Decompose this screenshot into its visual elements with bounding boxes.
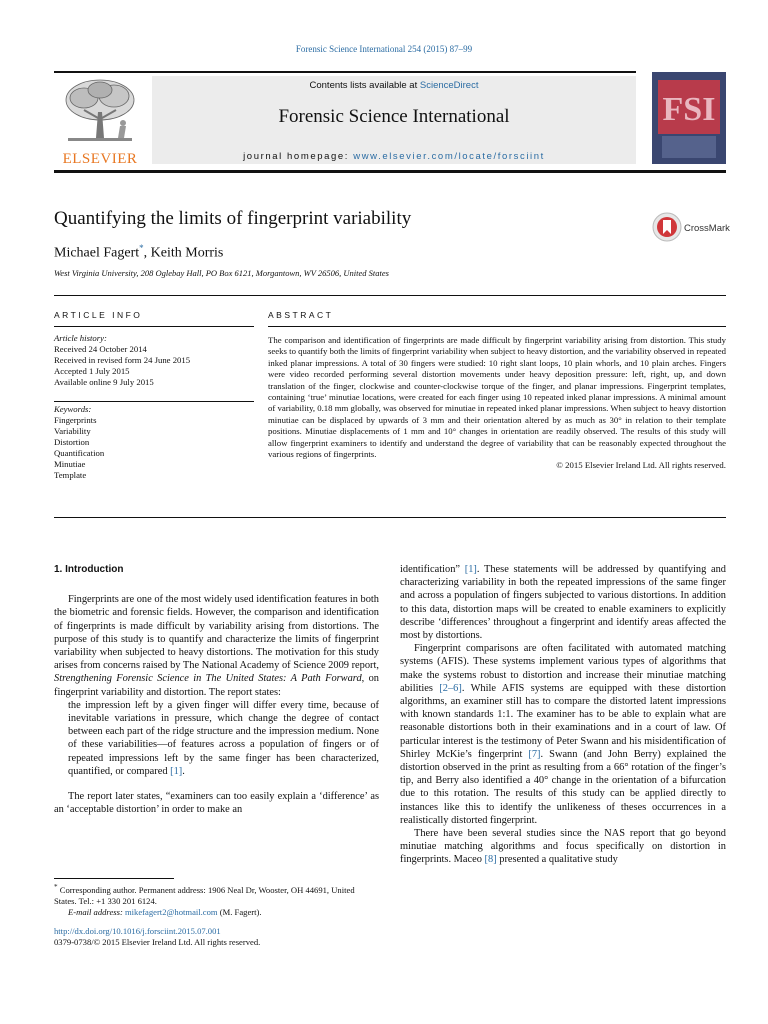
crossmark-icon xyxy=(652,212,682,242)
corresponding-author-note xyxy=(54,882,379,907)
intro-paragraph-4 xyxy=(400,642,726,827)
doi-block xyxy=(54,926,379,948)
author-2: Keith Morris xyxy=(150,245,224,261)
keywords-block xyxy=(54,404,254,481)
abstract-body xyxy=(268,335,726,472)
intro-p1-text: Fingerprints are one of the most widely used identification features in both the biometric and forensic fields. However, the comparison and identification of fingerprints is made difficult by variability arising from distortions. The purpose of this study is to quantify and characterize the limits of fingerprint variability when subjected to heavy distortions. The motivation for this study arises from concerns raised by The National Academy of Science 2009 report, xyxy=(54,594,379,672)
right-p2-tail: . Swann (and John Berry) explained the distortion observed in the print as resulting from a 66° rotation of the finger’s tip, and Berry also identified a 40° change in the orientation of a bifurcation due to this rotation. The results of this study can be applied directly to instances like this to identify the unlikeness of theses occurrences in a realistically distorted fingerprint. xyxy=(400,748,726,826)
abstract-end-rule xyxy=(54,517,726,518)
meta-top-rule xyxy=(54,295,726,296)
footnote-text: Corresponding author. Permanent address: 1906 Neal Dr, Wooster, OH 44691, United States. Tel.: +1 330 201 6124. xyxy=(54,884,355,906)
author-separator: , xyxy=(143,245,151,261)
article-info-rule xyxy=(54,326,254,327)
section-heading-introduction: 1. Introduction xyxy=(54,564,124,575)
right-p2-mid: . While AFIS systems are equipped with these distortion algorithms, an examiner still has to compare the distorted latent impressions with known standards 1:1. The examiner has to be able to explain what are reasonable distortions both in their examinations and in a court of law. Of particular interest is the testimony of Peter Swann and his misidentification of Shirley McKie’s fingerprint xyxy=(400,682,726,760)
body-column-left xyxy=(54,563,379,816)
citation-ref-1[interactable]: [1] xyxy=(170,765,183,777)
crossmark-badge[interactable] xyxy=(652,212,742,246)
abstract-heading: ABSTRACT xyxy=(268,310,334,320)
author-1: Michael Fagert xyxy=(54,245,140,261)
intro-paragraph-1 xyxy=(54,593,379,699)
history-accepted: Accepted 1 July 2015 xyxy=(54,366,130,376)
crossmark-label: CrossMark xyxy=(684,223,730,234)
history-received: Received 24 October 2014 xyxy=(54,344,147,354)
author-list xyxy=(54,243,223,262)
email-label: E-mail address: xyxy=(68,906,125,917)
intro-paragraph-5 xyxy=(400,827,726,867)
sciencedirect-link[interactable]: ScienceDirect xyxy=(419,80,479,91)
right-p2-text: Fingerprint comparisons are often facilitated with automated matching systems (AFIS). These systems implement various types of algorithms that make the systems robust to distortion and increase their minutiae matching abilities xyxy=(400,643,726,694)
keyword-item: Fingerprints xyxy=(54,415,97,425)
intro-paragraph-3 xyxy=(400,563,726,642)
journal-cover-thumbnail[interactable] xyxy=(652,72,726,164)
journal-citation-link[interactable]: Forensic Science International 254 (2015) 87–99 xyxy=(295,44,473,54)
elsevier-tree-icon xyxy=(54,76,146,148)
intro-paragraph-2: The report later states, “examiners can too easily explain a ‘difference’ as an ‘acceptable distortion’ in order to make an xyxy=(54,791,379,816)
citation-ref-2-6[interactable]: [2–6] xyxy=(439,682,462,694)
keyword-item: Variability xyxy=(54,426,91,436)
keywords-rule xyxy=(54,401,254,402)
abstract-rule xyxy=(268,326,726,327)
footnote-block xyxy=(54,882,379,918)
right-p1-tail: . These statements will be addressed by quantifying and characterizing variability in both the repeated impressions of the same finger and across a population of fingers subjected to various distortions. In addition to this data, distortion maps will be created to enable examiners to explicitly describe ‘differences’ throughout a fingerprint and identify areas affected the most by distortions. xyxy=(400,564,727,642)
email-link[interactable]: mikefagert2@hotmail.com xyxy=(124,906,218,917)
article-title: Quantifying the limits of fingerprint variability xyxy=(54,208,412,229)
article-history xyxy=(54,333,254,388)
issn-line: 0379-0738/© 2015 Elsevier Ireland Ltd. All rights reserved. xyxy=(54,937,261,947)
right-p3-tail: presented a qualitative study xyxy=(496,854,618,866)
corresponding-author-mark[interactable]: * xyxy=(139,243,144,253)
body-column-right xyxy=(400,563,726,867)
contents-prefix: Contents lists available at xyxy=(309,80,420,91)
keyword-item: Template xyxy=(54,470,87,480)
intro-p1-tail: , on fingerprint variability and distortion. The report states: xyxy=(54,673,380,698)
nas-report-title: Strengthening Forensic Science in The United States: A Path Forward xyxy=(54,673,362,685)
email-suffix: (M. Fagert). xyxy=(217,906,262,917)
footnote-rule xyxy=(54,878,174,879)
history-revised: Received in revised form 24 June 2015 xyxy=(54,355,191,365)
author-affiliation: West Virginia University, 208 Oglebay Hall, PO Box 6121, Morgantown, WV 26506, United States xyxy=(54,268,389,278)
footnote-mark: * xyxy=(54,883,58,891)
journal-cover-icon xyxy=(652,72,726,164)
quote-text: the impression left by a given finger will differ every time, because of inevitable variations in pressure, which change the degree of contact between each part of the ridge structure and the impression medium. None of these variabilities—of features across a population of fingers or of repeated impressions left by the same finger has been characterized, quantified, or compared xyxy=(68,699,379,777)
elsevier-wordmark: ELSEVIER xyxy=(62,151,138,167)
quote-end: . xyxy=(182,765,185,777)
abstract-copyright: © 2015 Elsevier Ireland Ltd. All rights reserved. xyxy=(556,460,726,471)
abstract-paragraph: The comparison and identification of fingerprints are made difficult by fingerprint variability arising from distortion. This study seeks to quantify both the limits of fingerprint variability when subject to heavy distortion, and the variability observed in repeated inked planar impressions. A total of 30 fingers were studied: 10 right slant loops, 10 plain whorls, and 10 plain arches. Fingers were video recorded performing several distortion movements under heavy deposition pressure: left, right, up, and down translation of the finger, clockwise and counter-clockwise torque of the finger, and planar impressions. Fingerprint templates, containing ‘true’ minutiae locations, were created for each finger using 10 repeated inked planar impressions. A minimal amount of variability, 0.18 mm globally, was observed for minutiae in repeated inked planar impressions. When subject to heavy distortion minutiae can be displaced by upwards of 3 mm and their orientation altered by as much as 30° in relation to their template positions. Minutiae displacements of 1 mm and 10° changes in orientation are readily observed. The results of this study will allow fingerprint examiners to identify and understand the degree of variability that can be reasonably expected throughout the various regions of fingerprints. xyxy=(268,335,726,460)
keywords-label: Keywords: xyxy=(54,404,92,414)
citation-ref-7[interactable]: [7] xyxy=(528,748,541,760)
citation-ref-8[interactable]: [8] xyxy=(484,854,497,866)
report-quote xyxy=(68,699,379,778)
header-bottom-rule xyxy=(54,170,726,173)
doi-link[interactable]: http://dx.doi.org/10.1016/j.forsciint.2015.07.001 xyxy=(54,926,221,936)
header-top-rule xyxy=(54,71,636,73)
history-online: Available online 9 July 2015 xyxy=(54,377,154,387)
history-label: Article history: xyxy=(54,333,107,343)
elsevier-logo xyxy=(54,76,146,167)
email-line xyxy=(54,907,379,918)
right-p1-text: identification” xyxy=(400,564,465,575)
article-info-heading: ARTICLE INFO xyxy=(54,310,143,320)
citation-ref-1b[interactable]: [1] xyxy=(464,564,477,575)
homepage-prefix: journal homepage: xyxy=(243,151,354,162)
journal-homepage-line xyxy=(152,151,636,162)
contents-line xyxy=(152,80,636,91)
journal-name: Forensic Science International xyxy=(278,106,510,127)
keyword-item: Distortion xyxy=(54,437,90,447)
keyword-item: Minutiae xyxy=(54,459,86,469)
journal-homepage-link[interactable]: www.elsevier.com/locate/forsciint xyxy=(353,151,545,162)
right-p3-text: There have been several studies since the NAS report that go beyond minutiae matching algorithms and focus specifically on distortion in fingerprints. Maceo xyxy=(400,828,726,866)
cover-label: FSI xyxy=(662,91,716,128)
keyword-item: Quantification xyxy=(54,448,105,458)
